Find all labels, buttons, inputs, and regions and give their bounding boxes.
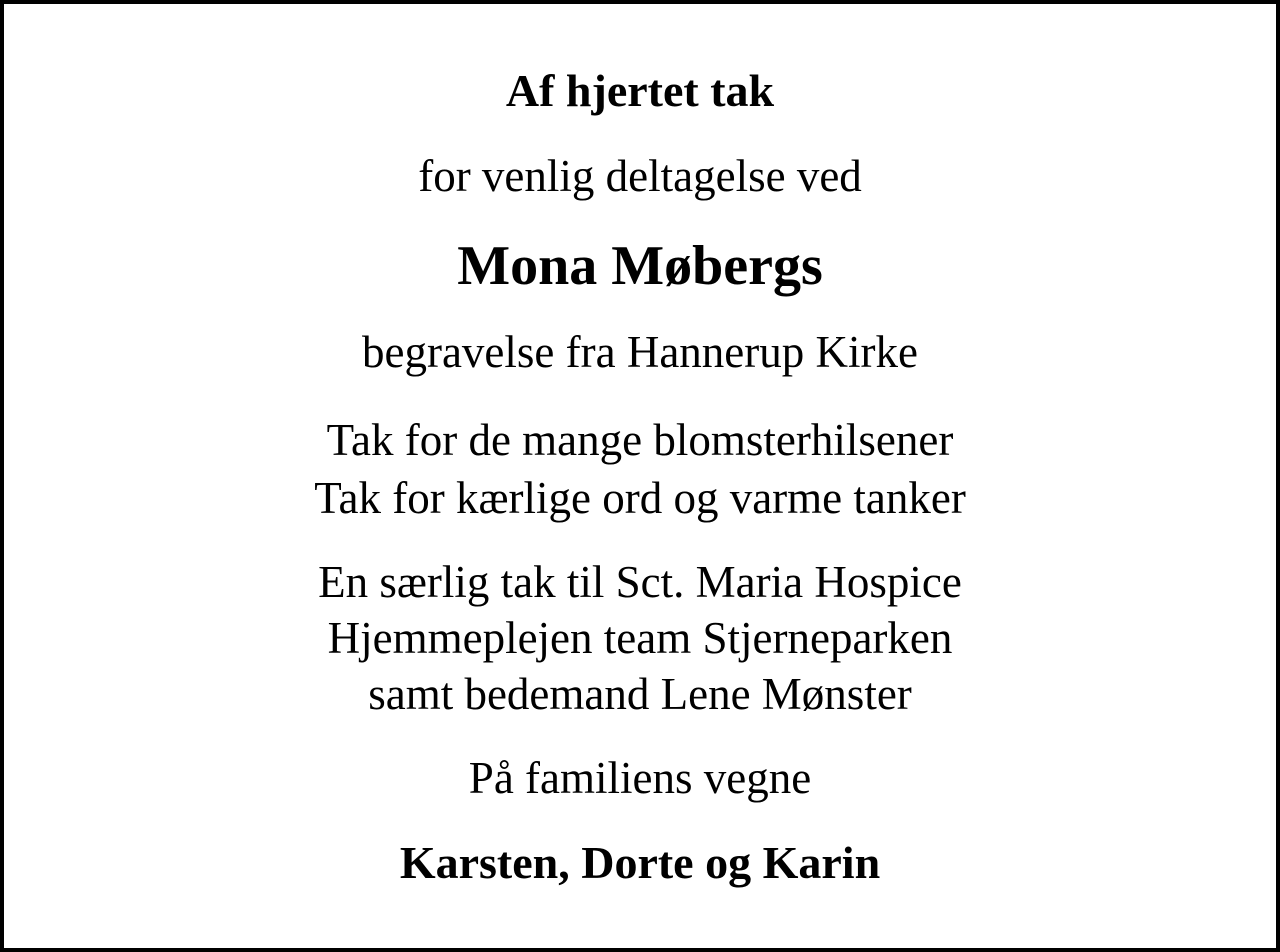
headline: Af hjertet tak <box>505 65 775 116</box>
special-thanks-undertaker: samt bedemand Lene Mønster <box>368 669 912 719</box>
on-behalf-text: På familiens vegne <box>468 753 812 803</box>
thanks-line-flowers: Tak for de mange blomsterhilsener <box>326 415 954 465</box>
signatories: Karsten, Dorte og Karin <box>399 837 881 888</box>
special-thanks-hospice: En særlig tak til Sct. Maria Hospice <box>318 557 962 607</box>
deceased-name: Mona Møbergs <box>457 235 823 297</box>
intro-text: for venlig deltagelse ved <box>418 151 862 201</box>
occasion-text: begravelse fra Hannerup Kirke <box>362 327 918 377</box>
special-thanks-homecare: Hjemmeplejen team Stjerneparken <box>327 613 953 663</box>
thanks-line-words: Tak for kærlige ord og varme tanker <box>314 473 966 523</box>
